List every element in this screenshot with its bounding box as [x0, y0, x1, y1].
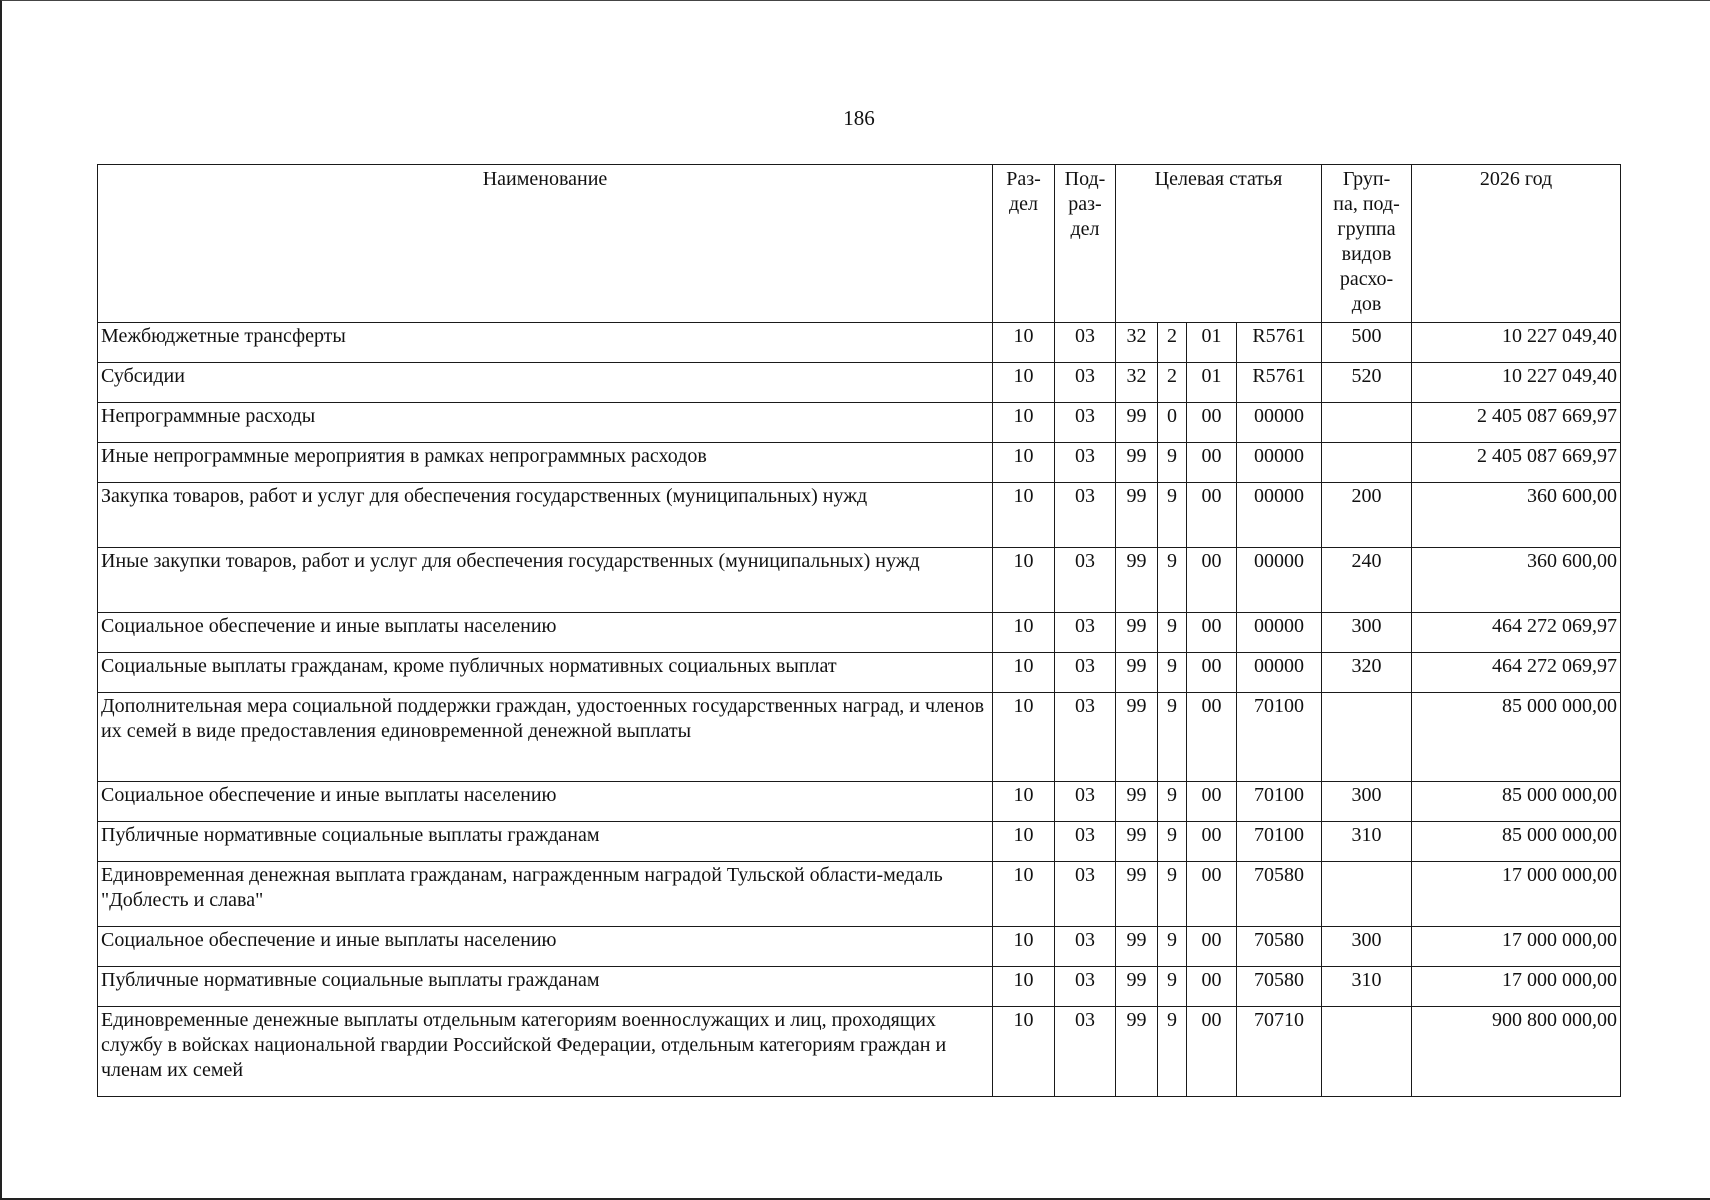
table-row	[98, 967, 1621, 1007]
row-target-program: 99	[1116, 822, 1158, 862]
row-target-event: 00	[1187, 548, 1237, 613]
row-expense-group	[1322, 862, 1412, 927]
row-target-subprogram: 9	[1158, 1007, 1187, 1097]
row-razdel: 10	[993, 483, 1055, 548]
row-target-program: 32	[1116, 323, 1158, 363]
row-amount: 17 000 000,00	[1412, 862, 1621, 927]
row-target-code: R5761	[1237, 363, 1322, 403]
row-target-code: 00000	[1237, 653, 1322, 693]
row-name: Субсидии	[98, 363, 993, 403]
table-row	[98, 927, 1621, 967]
row-target-program: 99	[1116, 693, 1158, 782]
row-expense-group: 300	[1322, 782, 1412, 822]
row-razdel: 10	[993, 443, 1055, 483]
row-target-program: 99	[1116, 1007, 1158, 1097]
header-razdel-text: Раз- дел	[1006, 168, 1041, 215]
table-row	[98, 363, 1621, 403]
row-razdel: 10	[993, 927, 1055, 967]
row-podrazdel: 03	[1055, 613, 1116, 653]
row-expense-group: 520	[1322, 363, 1412, 403]
row-name: Дополнительная мера социальной поддержки граждан, удостоенных государственных наград, и членов их семей в виде предоставления единовременной денежной выплаты	[98, 693, 993, 782]
row-podrazdel: 03	[1055, 862, 1116, 927]
header-name: Наименование	[98, 165, 993, 323]
row-target-program: 99	[1116, 653, 1158, 693]
row-razdel: 10	[993, 967, 1055, 1007]
row-name: Публичные нормативные социальные выплаты гражданам	[98, 822, 993, 862]
row-target-event: 00	[1187, 1007, 1237, 1097]
row-target-subprogram: 9	[1158, 613, 1187, 653]
row-target-subprogram: 9	[1158, 782, 1187, 822]
row-target-program: 99	[1116, 548, 1158, 613]
row-podrazdel: 03	[1055, 323, 1116, 363]
row-expense-group	[1322, 693, 1412, 782]
table-row	[98, 548, 1621, 613]
row-target-code: 70100	[1237, 822, 1322, 862]
row-razdel: 10	[993, 1007, 1055, 1097]
row-target-code: 00000	[1237, 613, 1322, 653]
row-amount: 900 800 000,00	[1412, 1007, 1621, 1097]
row-target-program: 99	[1116, 403, 1158, 443]
row-amount: 85 000 000,00	[1412, 693, 1621, 782]
row-expense-group: 310	[1322, 967, 1412, 1007]
header-year: 2026 год	[1412, 165, 1621, 323]
row-target-event: 00	[1187, 483, 1237, 548]
row-podrazdel: 03	[1055, 483, 1116, 548]
row-name: Единовременные денежные выплаты отдельным категориям военнослужащих и лиц, проходящих службу в войсках национальной гвардии Российской Федерации, отдельным категориям граждан и членам их семей	[98, 1007, 993, 1097]
row-podrazdel: 03	[1055, 693, 1116, 782]
row-target-subprogram: 2	[1158, 323, 1187, 363]
row-target-program: 99	[1116, 927, 1158, 967]
row-target-code: 70580	[1237, 967, 1322, 1007]
row-razdel: 10	[993, 403, 1055, 443]
header-expense-group	[1322, 165, 1412, 323]
row-target-program: 32	[1116, 363, 1158, 403]
row-target-event: 00	[1187, 653, 1237, 693]
row-target-program: 99	[1116, 613, 1158, 653]
row-target-code: 00000	[1237, 443, 1322, 483]
row-expense-group: 300	[1322, 927, 1412, 967]
row-name: Социальное обеспечение и иные выплаты населению	[98, 927, 993, 967]
row-name: Иные непрограммные мероприятия в рамках непрограммных расходов	[98, 443, 993, 483]
row-expense-group	[1322, 403, 1412, 443]
row-podrazdel: 03	[1055, 653, 1116, 693]
table-row	[98, 653, 1621, 693]
row-target-subprogram: 9	[1158, 862, 1187, 927]
row-target-subprogram: 2	[1158, 363, 1187, 403]
page-number: 186	[843, 106, 875, 130]
row-podrazdel: 03	[1055, 403, 1116, 443]
row-target-subprogram: 9	[1158, 548, 1187, 613]
table-header-row	[98, 165, 1621, 323]
row-target-event: 00	[1187, 967, 1237, 1007]
row-target-code: 70580	[1237, 862, 1322, 927]
row-target-program: 99	[1116, 967, 1158, 1007]
row-name: Единовременная денежная выплата гражданам, награжденным наградой Тульской области-медаль "Доблесть и слава"	[98, 862, 993, 927]
row-target-event: 00	[1187, 693, 1237, 782]
row-name: Непрограммные расходы	[98, 403, 993, 443]
row-expense-group	[1322, 1007, 1412, 1097]
row-amount: 360 600,00	[1412, 548, 1621, 613]
row-amount: 10 227 049,40	[1412, 323, 1621, 363]
row-name: Публичные нормативные социальные выплаты гражданам	[98, 967, 993, 1007]
row-target-program: 99	[1116, 483, 1158, 548]
row-target-program: 99	[1116, 443, 1158, 483]
row-razdel: 10	[993, 822, 1055, 862]
row-podrazdel: 03	[1055, 443, 1116, 483]
row-razdel: 10	[993, 363, 1055, 403]
row-name: Социальные выплаты гражданам, кроме публичных нормативных социальных выплат	[98, 653, 993, 693]
row-expense-group: 320	[1322, 653, 1412, 693]
row-target-subprogram: 9	[1158, 967, 1187, 1007]
row-amount: 17 000 000,00	[1412, 967, 1621, 1007]
row-target-code: 70100	[1237, 693, 1322, 782]
row-podrazdel: 03	[1055, 782, 1116, 822]
row-target-subprogram: 9	[1158, 483, 1187, 548]
row-razdel: 10	[993, 862, 1055, 927]
row-target-event: 00	[1187, 782, 1237, 822]
row-name: Социальное обеспечение и иные выплаты населению	[98, 782, 993, 822]
row-target-code: 00000	[1237, 483, 1322, 548]
row-target-event: 00	[1187, 822, 1237, 862]
row-target-event: 00	[1187, 403, 1237, 443]
table-row	[98, 782, 1621, 822]
row-target-code: 70580	[1237, 927, 1322, 967]
table-row	[98, 483, 1621, 548]
row-target-program: 99	[1116, 862, 1158, 927]
row-amount: 464 272 069,97	[1412, 653, 1621, 693]
table-row	[98, 403, 1621, 443]
row-podrazdel: 03	[1055, 1007, 1116, 1097]
row-razdel: 10	[993, 782, 1055, 822]
row-podrazdel: 03	[1055, 967, 1116, 1007]
row-target-subprogram: 9	[1158, 653, 1187, 693]
row-podrazdel: 03	[1055, 363, 1116, 403]
table-row	[98, 862, 1621, 927]
row-amount: 85 000 000,00	[1412, 782, 1621, 822]
row-expense-group: 240	[1322, 548, 1412, 613]
table-row	[98, 323, 1621, 363]
row-razdel: 10	[993, 653, 1055, 693]
row-amount: 360 600,00	[1412, 483, 1621, 548]
header-expense-group-text: Груп- па, под- группа видов расхо- дов	[1333, 168, 1400, 315]
row-target-subprogram: 9	[1158, 822, 1187, 862]
row-amount: 464 272 069,97	[1412, 613, 1621, 653]
row-target-event: 00	[1187, 927, 1237, 967]
row-target-program: 99	[1116, 782, 1158, 822]
table-row	[98, 822, 1621, 862]
row-expense-group	[1322, 443, 1412, 483]
row-target-event: 00	[1187, 613, 1237, 653]
row-expense-group: 310	[1322, 822, 1412, 862]
row-target-subprogram: 0	[1158, 403, 1187, 443]
row-amount: 17 000 000,00	[1412, 927, 1621, 967]
header-podrazdel-text: Под- раз- дел	[1064, 168, 1106, 240]
row-name: Иные закупки товаров, работ и услуг для обеспечения государственных (муниципальных) нужд	[98, 548, 993, 613]
row-amount: 2 405 087 669,97	[1412, 443, 1621, 483]
row-razdel: 10	[993, 323, 1055, 363]
row-target-code: 70100	[1237, 782, 1322, 822]
row-podrazdel: 03	[1055, 927, 1116, 967]
row-target-subprogram: 9	[1158, 693, 1187, 782]
table-row	[98, 693, 1621, 782]
row-target-subprogram: 9	[1158, 927, 1187, 967]
row-target-event: 00	[1187, 862, 1237, 927]
row-target-code: 70710	[1237, 1007, 1322, 1097]
row-target-event: 00	[1187, 443, 1237, 483]
row-expense-group: 300	[1322, 613, 1412, 653]
header-razdel	[993, 165, 1055, 323]
row-name: Межбюджетные трансферты	[98, 323, 993, 363]
row-podrazdel: 03	[1055, 548, 1116, 613]
row-name: Закупка товаров, работ и услуг для обеспечения государственных (муниципальных) нужд	[98, 483, 993, 548]
row-expense-group: 500	[1322, 323, 1412, 363]
row-target-code: 00000	[1237, 548, 1322, 613]
table-row	[98, 613, 1621, 653]
row-amount: 10 227 049,40	[1412, 363, 1621, 403]
row-expense-group: 200	[1322, 483, 1412, 548]
budget-table	[97, 164, 1621, 1097]
row-target-code: 00000	[1237, 403, 1322, 443]
header-target-article: Целевая статья	[1116, 165, 1322, 323]
header-podrazdel	[1055, 165, 1116, 323]
row-name: Социальное обеспечение и иные выплаты населению	[98, 613, 993, 653]
row-amount: 85 000 000,00	[1412, 822, 1621, 862]
row-razdel: 10	[993, 693, 1055, 782]
row-podrazdel: 03	[1055, 822, 1116, 862]
row-razdel: 10	[993, 548, 1055, 613]
row-target-event: 01	[1187, 363, 1237, 403]
row-amount: 2 405 087 669,97	[1412, 403, 1621, 443]
row-razdel: 10	[993, 613, 1055, 653]
row-target-subprogram: 9	[1158, 443, 1187, 483]
row-target-code: R5761	[1237, 323, 1322, 363]
table-row	[98, 443, 1621, 483]
row-target-event: 01	[1187, 323, 1237, 363]
table-row	[98, 1007, 1621, 1097]
